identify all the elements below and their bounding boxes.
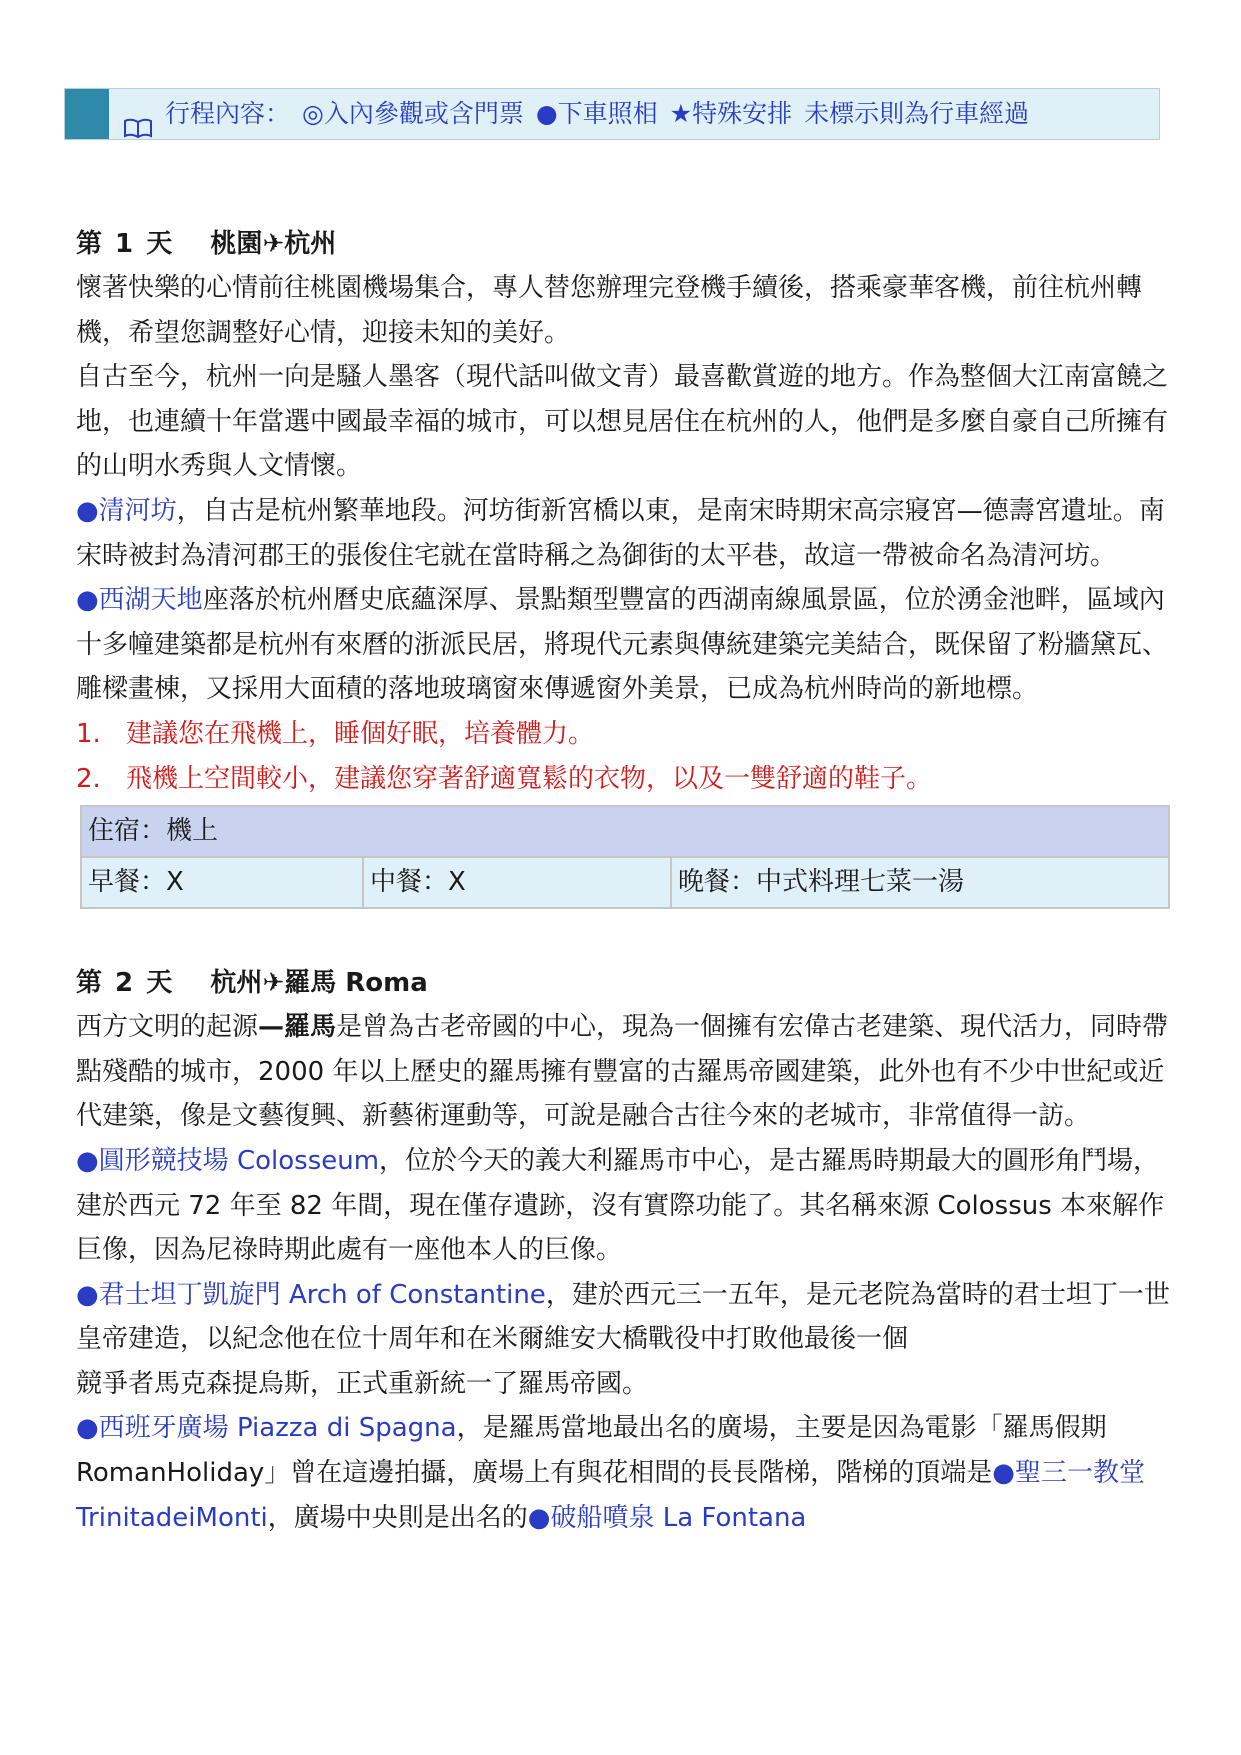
- day2-title: 第 2 天 杭州✈羅馬 Roma: [76, 961, 1176, 1005]
- section-spacer: [76, 909, 1176, 961]
- airplane-icon: ✈: [262, 968, 285, 999]
- legend-item-drive: 未標示則為行車經過: [804, 99, 1030, 128]
- spot-colosseum: ●圓形競技場 Colosseum: [76, 1145, 380, 1176]
- spot-trinita-dei-monti: ●聖三一教堂 TrinitadeiMonti: [76, 1458, 1145, 1533]
- day1-paragraph-3: ●清河坊，自古是杭州繁華地段。河坊街新宮橋以東，是南宋時期宋高宗寢宮—德壽宮遺址。南宋時被封為清河郡王的張俊住宅就在當時稱之為御街的太平巷，故這一帶被命名為清河坊。: [76, 495, 1165, 571]
- accommodation-cell: 住宿：機上: [81, 806, 1169, 857]
- day1-accommodation-table: [80, 805, 1170, 909]
- legend-marker: [65, 89, 109, 139]
- day1-paragraph-4: ●西湖天地座落於杭州曆史底蘊深厚、景點類型豐富的西湖南線風景區，位於湧金池畔，區域內十多幢建築都是杭州有來曆的浙派民居，將現代元素與傳統建築完美結合，既保留了粉牆黛瓦、雕樑畫棟，又採用大面積的落地玻璃窗來傳遞窗外美景，已成為杭州時尚的新地標。: [76, 585, 1169, 705]
- legend-prefix: 行程內容：: [165, 99, 291, 128]
- day1-paragraph-2: 自古至今，杭州一向是騷人墨客（現代話叫做文青）最喜歡賞遊的地方。作為整個大江南富饒之地，也連續十年當選中國最幸福的城市，可以想見居住在杭州的人，他們是多麼自豪自己所擁有的山明水秀與人文情懷。: [76, 362, 1169, 482]
- spot-arch-of-constantine: ●君士坦丁凱旋門 Arch of Constantine: [76, 1279, 546, 1310]
- breakfast-cell: 早餐：X: [81, 857, 363, 908]
- airplane-icon: ✈: [262, 229, 285, 259]
- day2-paragraph-3: ●君士坦丁凱旋門 Arch of Constantine，建於西元三一五年，是元老院為當時的君士坦丁一世皇帝建造，以紀念他在位十周年和在米爾維安大橋戰役中打敗他最後一個 競爭者馬克森提烏斯，正式重新統一了羅馬帝國。: [76, 1279, 1170, 1399]
- day1-tip-1: 1. 建議您在飛機上，睡個好眠，培養體力。: [76, 718, 595, 749]
- day1-tip-2: 2. 飛機上空間較小，建議您穿著舒適寬鬆的衣物，以及一雙舒適的鞋子。: [76, 763, 933, 794]
- spot-qinghefang: ●清河坊: [76, 495, 177, 526]
- legend-bar: [64, 88, 1160, 140]
- legend-item-photo: ●下車照相: [535, 99, 658, 128]
- day2-paragraph-1: 西方文明的起源—羅馬是曾為古老帝國的中心，現為一個擁有宏偉古老建築、現代活力，同時帶點殘酷的城市，2000 年以上歷史的羅馬擁有豐富的古羅馬帝國建築，此外也有不少中世紀或近代建築，像是文藝復興、新藝術運動等，可說是融合古往今來的老城市，非常值得一訪。: [76, 1012, 1169, 1132]
- legend-item-special: ★特殊安排: [669, 99, 793, 128]
- lunch-cell: 中餐：X: [363, 857, 671, 908]
- day1-paragraph-1: 懷著快樂的心情前往桃園機場集合，專人替您辦理完登機手續後，搭乘豪華客機，前往杭州轉機，希望您調整好心情，迎接未知的美好。: [76, 273, 1143, 348]
- spot-la-fontana: ●破船噴泉 La Fontana: [527, 1502, 807, 1533]
- book-icon: [123, 106, 153, 128]
- spot-xihu-tiandi: ●西湖天地: [76, 585, 203, 616]
- day1-title: 第 1 天 桃園✈杭州: [76, 222, 1176, 266]
- day2-paragraph-4: ●西班牙廣場 Piazza di Spagna，是羅馬當地最出名的廣場，主要是因為電影「羅馬假期 RomanHoliday」曾在這邊拍攝，廣場上有與花相間的長長階梯，階梯的頂端是●聖三一教堂 TrinitadeiMonti，廣場中央則是出名的●破船噴泉 La Fontana: [76, 1413, 1145, 1533]
- itinerary-content: [76, 222, 1176, 1540]
- spot-piazza-di-spagna: ●西班牙廣場 Piazza di Spagna: [76, 1413, 457, 1444]
- day2-paragraph-2: ●圓形競技場 Colosseum，位於今天的義大利羅馬市中心，是古羅馬時期最大的圓形角鬥場，建於西元 72 年至 82 年間，現在僅存遺跡，沒有實際功能了。其名稱來源 Colossus 本來解作巨像，因為尼祿時期此處有一座他本人的巨像。: [76, 1145, 1165, 1266]
- dinner-cell: 晚餐：中式料理七菜一湯: [671, 857, 1169, 908]
- legend-item-entry: ◎入內參觀或含門票: [302, 99, 524, 128]
- legend-row: [123, 89, 1029, 139]
